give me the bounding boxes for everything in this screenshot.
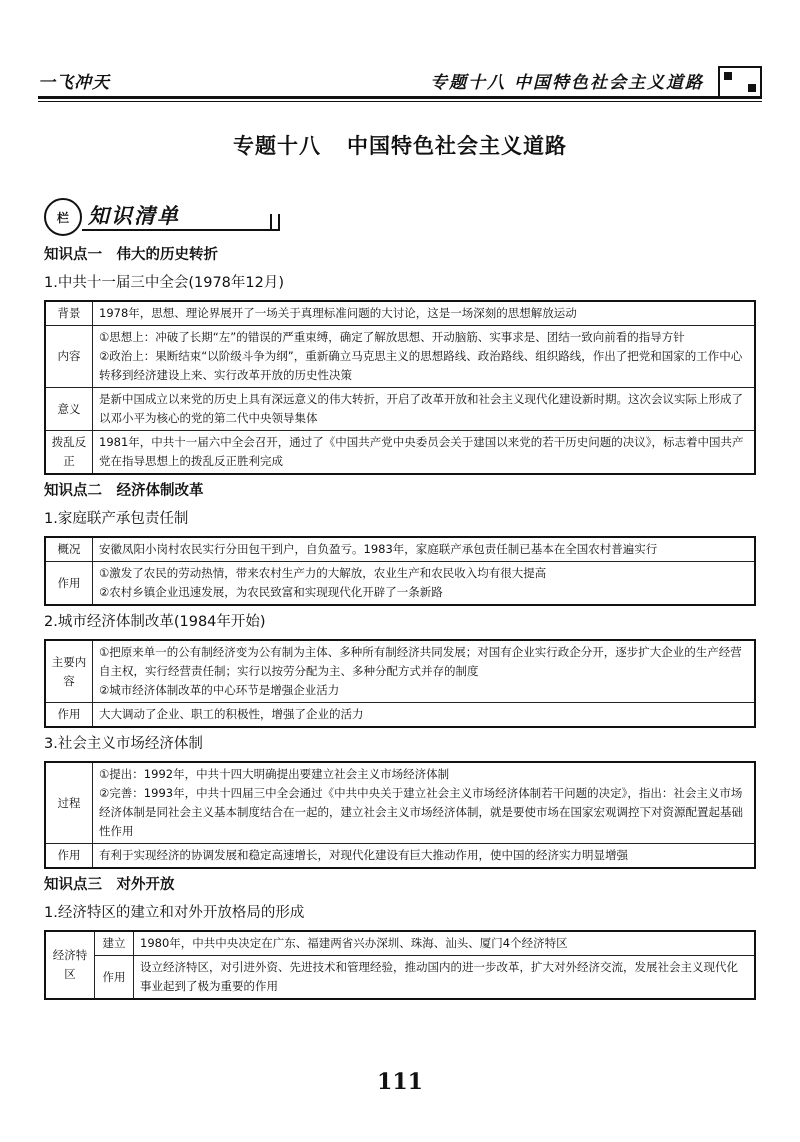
row-content: ①提出：1992年，中共十四大明确提出要建立社会主义市场经济体制 ②完善：1993年，中共十四届三中全会通过《中共中央关于建立社会主义市场经济体制若干问题的决定》，指出：社会主义市场经济体制是同社会主义基本制度结合在一起的，建立社会主义市场经济体制，就是要使市场在国家宏观调控下对资源配置起基础性作用 — [93, 762, 756, 844]
row-content: ①思想上：冲破了长期“左”的错误的严重束缚，确定了解放思想、开动脑筋、实事求是、团结一致向前看的指导方针 ②政治上：果断结束“以阶级斗争为纲”，重新确立马克思主义的思想路线、政治路线、组织路线，作出了把党和国家的工作中心转移到经济建设上来、实行改革开放的历史性决策 — [93, 326, 756, 388]
content — [44, 245, 756, 1006]
banner-badge-icon: 栏 — [44, 198, 82, 236]
table-row — [45, 956, 755, 1000]
row-content: 大大调动了企业、职工的积极性，增强了企业的活力 — [93, 703, 756, 728]
table-row — [45, 844, 755, 869]
table-row — [45, 931, 755, 956]
table-row — [45, 640, 755, 703]
group-label: 经济特区 — [45, 931, 95, 999]
table-row — [45, 703, 755, 728]
kp1-table — [44, 300, 756, 475]
row-label: 过程 — [45, 762, 93, 844]
series-brand: 一飞冲天 — [38, 73, 110, 93]
row-label: 主要内容 — [45, 640, 93, 703]
kp2-table1 — [44, 536, 756, 606]
row-label: 建立 — [95, 931, 134, 956]
page-title — [0, 130, 800, 160]
table-row — [45, 562, 755, 606]
kp2-sub1: 1.家庭联产承包责任制 — [44, 511, 189, 527]
row-label: 内容 — [45, 326, 93, 388]
row-content: 1981年，中共十一届六中全会召开，通过了《中国共产党中央委员会关于建国以来党的若干历史问题的决议》，标志着中国共产党在指导思想上的拨乱反正胜利完成 — [93, 431, 756, 475]
row-content: 安徽凤阳小岗村农民实行分田包干到户，自负盈亏。1983年，家庭联产承包责任制已基本在全国农村普遍实行 — [93, 537, 756, 562]
page-title-part1: 专题十八 — [233, 134, 321, 158]
kp1-title: 知识点一 伟大的历史转折 — [44, 247, 218, 263]
table-row — [45, 326, 755, 388]
row-content: ①把原来单一的公有制经济变为公有制为主体、多种所有制经济共同发展；对国有企业实行政企分开，逐步扩大企业的生产经营自主权，实行经营责任制；实行以按劳分配为主、多种分配方式并存的制度 ②城市经济体制改革的中心环节是增强企业活力 — [93, 640, 756, 703]
table-row — [45, 388, 755, 431]
kp2-table3 — [44, 761, 756, 869]
row-label: 作用 — [45, 703, 93, 728]
row-label: 拨乱反正 — [45, 431, 93, 475]
page-number: 111 — [377, 1069, 423, 1095]
table-row — [45, 537, 755, 562]
row-label: 背景 — [45, 301, 93, 326]
row-label: 作用 — [45, 844, 93, 869]
table-row — [45, 431, 755, 475]
banner-title: 知识清单 — [88, 204, 180, 228]
kp2-title: 知识点二 经济体制改革 — [44, 483, 204, 499]
section-banner — [44, 198, 280, 232]
row-content: 是新中国成立以来党的历史上具有深远意义的伟大转折，开启了改革开放和社会主义现代化建设新时期。这次会议实际上形成了以邓小平为核心的党的第二代中央领导集体 — [93, 388, 756, 431]
page-title-part2: 中国特色社会主义道路 — [347, 134, 567, 158]
header-rule — [38, 96, 762, 99]
row-label: 作用 — [45, 562, 93, 606]
row-label: 意义 — [45, 388, 93, 431]
banner-rule — [82, 229, 280, 231]
row-content: 1978年，思想、理论界展开了一场关于真理标准问题的大讨论，这是一场深刻的思想解放运动 — [93, 301, 756, 326]
row-label: 概况 — [45, 537, 93, 562]
table-row — [45, 762, 755, 844]
row-content: ①激发了农民的劳动热情，带来农村生产力的大解放，农业生产和农民收入均有很大提高 ②农村乡镇企业迅速发展，为农民致富和实现现代化开辟了一条新路 — [93, 562, 756, 606]
table-row — [45, 301, 755, 326]
row-content: 设立经济特区，对引进外资、先进技术和管理经验，推动国内的进一步改革，扩大对外经济交流，发展社会主义现代化事业起到了极为重要的作用 — [134, 956, 756, 1000]
kp2-table2 — [44, 639, 756, 728]
header-title: 专题十八 中国特色社会主义道路 — [430, 73, 704, 93]
kp3-table — [44, 930, 756, 1000]
kp3-title: 知识点三 对外开放 — [44, 877, 175, 893]
kp3-sub1: 1.经济特区的建立和对外开放格局的形成 — [44, 905, 305, 921]
corner-ornament — [718, 66, 762, 98]
row-content: 1980年，中共中央决定在广东、福建两省兴办深圳、珠海、汕头、厦门4个经济特区 — [134, 931, 756, 956]
banner-bars — [270, 214, 280, 230]
kp2-sub2: 2.城市经济体制改革(1984年开始) — [44, 614, 266, 630]
page-header — [38, 62, 762, 98]
kp1-sub1: 1.中共十一届三中全会(1978年12月) — [44, 275, 284, 291]
row-label: 作用 — [95, 956, 134, 1000]
header-rule-thin — [38, 101, 762, 102]
row-content: 有利于实现经济的协调发展和稳定高速增长，对现代化建设有巨大推动作用，使中国的经济实力明显增强 — [93, 844, 756, 869]
kp2-sub3: 3.社会主义市场经济体制 — [44, 736, 203, 752]
